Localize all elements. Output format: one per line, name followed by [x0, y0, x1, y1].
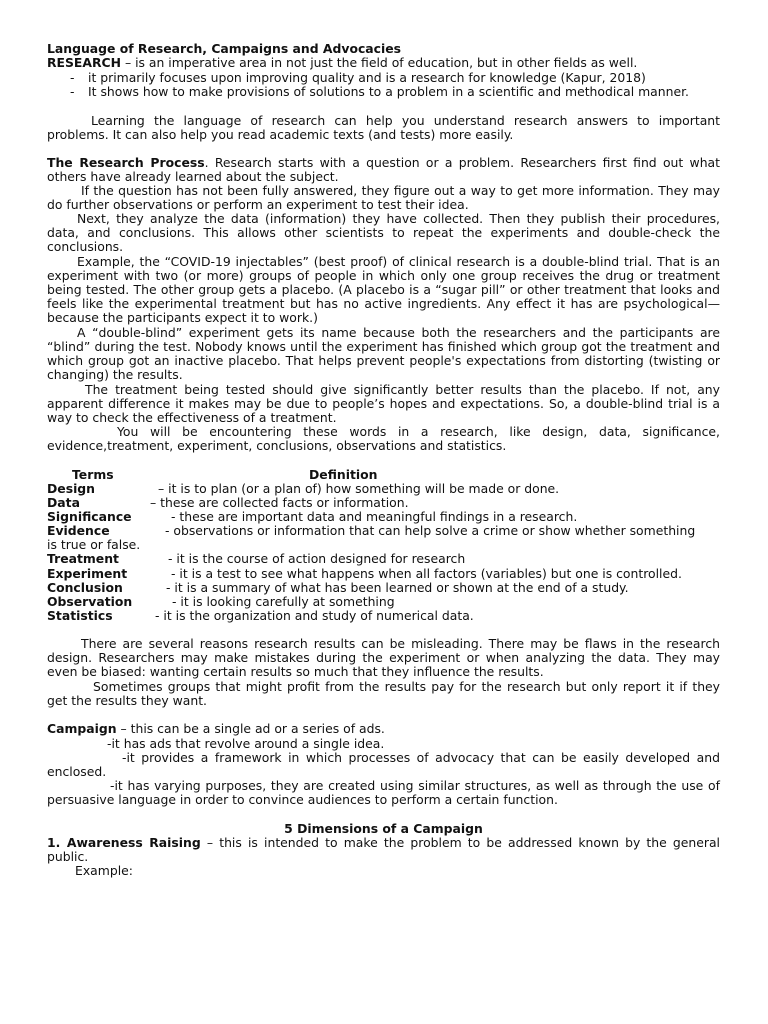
campaign-term: Campaign — [47, 721, 117, 736]
glossary-definition: – these are collected facts or information. — [150, 495, 409, 510]
glossary-definition-continuation: is true or false. — [47, 537, 141, 552]
research-process-intro: . Research starts with a question or a problem. Researchers first find out what others have already learned about the subject. — [47, 155, 720, 185]
bullet-marker: - — [70, 70, 75, 85]
glossary-term: Data — [47, 495, 80, 510]
research-process-heading: The Research Process — [47, 155, 205, 170]
research-process-p7: You will be encountering these words in a research, like design, data, significance, evidence,treatment, experiment, conclusions, observations and statistics. — [47, 424, 720, 454]
misleading-p1: There are several reasons research results can be misleading. There may be flaws in the research design. Researchers may make mistakes during the experiment or when analyzing the data. They may even be biased: wanting certain results so much that they influence the results. — [47, 636, 720, 680]
research-definition-text: – is an imperative area in not just the field of education, but in other fields as well. — [121, 55, 638, 70]
campaign-definition — [47, 722, 385, 736]
dimension-item-1 — [47, 836, 720, 864]
glossary-term: Statistics — [47, 608, 113, 623]
misleading-p2: Sometimes groups that might profit from the results pay for the research but only report it if they get the results they want. — [47, 679, 720, 709]
dimensions-heading: 5 Dimensions of a Campaign — [284, 821, 483, 836]
glossary-definition: - observations or information that can help solve a crime or show whether something — [165, 523, 696, 538]
research-bullet-2: It shows how to make provisions of solutions to a problem in a scientific and methodical manner. — [88, 84, 689, 99]
glossary-definition: - it is the course of action designed for research — [168, 551, 466, 566]
research-process-p6: The treatment being tested should give significantly better results than the placebo. If not, any apparent difference it makes may be due to people’s hopes and expectations. So, a double-blind trial is a way to check the effectiveness of a treatment. — [47, 382, 720, 426]
research-definition — [47, 56, 637, 70]
research-process-p3: Next, they analyze the data (information) they have collected. Then they publish their procedures, data, and conclusions. This allows other scientists to repeat the experiments and double-check the conclusions. — [47, 211, 720, 255]
campaign-point-2: -it provides a framework in which processes of advocacy that can be easily developed and enclosed. — [47, 750, 720, 780]
research-bullet-1: it primarily focuses upon improving quality and is a research for knowledge (Kapur, 2018) — [88, 70, 646, 85]
intro-paragraph: Learning the language of research can help you understand research answers to important problems. It can also help you read academic texts (and tests) more easily. — [47, 113, 720, 143]
research-process-paragraph — [47, 156, 720, 184]
bullet-marker: - — [70, 84, 75, 99]
campaign-definition-text: – this can be a single ad or a series of ads. — [116, 721, 385, 736]
campaign-point-1: -it has ads that revolve around a single idea. — [107, 736, 385, 751]
glossary-definition: - it is a summary of what has been learned or shown at the end of a study. — [166, 580, 629, 595]
glossary-term: Conclusion — [47, 580, 123, 595]
glossary-term: Experiment — [47, 566, 128, 581]
glossary-header-definition: Definition — [309, 467, 378, 482]
dimension-item-1-term: 1. Awareness Raising — [47, 835, 201, 850]
glossary-definition: – it is to plan (or a plan of) how something will be made or done. — [158, 481, 560, 496]
glossary-definition: - it is the organization and study of numerical data. — [155, 608, 474, 623]
research-process-p5: A “double-blind” experiment gets its name because both the researchers and the participants are “blind” during the test. Nobody knows until the experiment has finished which group got the treatment and which group got an inactive placebo. That helps prevent people's expectations from distorting (twisting or changing) the results. — [47, 325, 720, 383]
glossary-definition: - it is looking carefully at something — [172, 594, 395, 609]
document-title: Language of Research, Campaigns and Advocacies — [47, 41, 402, 56]
research-process-p2: If the question has not been fully answered, they figure out a way to get more information. They may do further observations or perform an experiment to test their idea. — [47, 183, 720, 213]
dimension-item-1-text: – this is intended to make the problem to be addressed known by the general public. — [47, 835, 720, 865]
glossary-term: Significance — [47, 509, 132, 524]
glossary-term: Design — [47, 481, 96, 496]
research-term: RESEARCH — [47, 55, 121, 70]
research-process-p4: Example, the “COVID-19 injectables” (best proof) of clinical research is a double-blind trial. That is an experiment with two (or more) groups of people in which only one group receives the drug or treatment being tested. The other group gets a placebo. (A placebo is a “sugar pill” or other treatment that looks and feels like the experimental treatment but has no active ingredients. Any effect it has are psychological—because the participants expect it to work.) — [47, 254, 720, 326]
glossary-term: Evidence — [47, 523, 110, 538]
glossary-header-terms: Terms — [72, 467, 114, 482]
glossary-term: Observation — [47, 594, 133, 609]
campaign-point-3: -it has varying purposes, they are created using similar structures, as well as through the use of persuasive language in order to convince audiences to perform a certain function. — [47, 778, 720, 808]
glossary-definition: - these are important data and meaningful findings in a research. — [171, 509, 578, 524]
glossary-definition: - it is a test to see what happens when all factors (variables) but one is controlled. — [171, 566, 682, 581]
glossary-term: Treatment — [47, 551, 119, 566]
example-label: Example: — [75, 863, 133, 878]
